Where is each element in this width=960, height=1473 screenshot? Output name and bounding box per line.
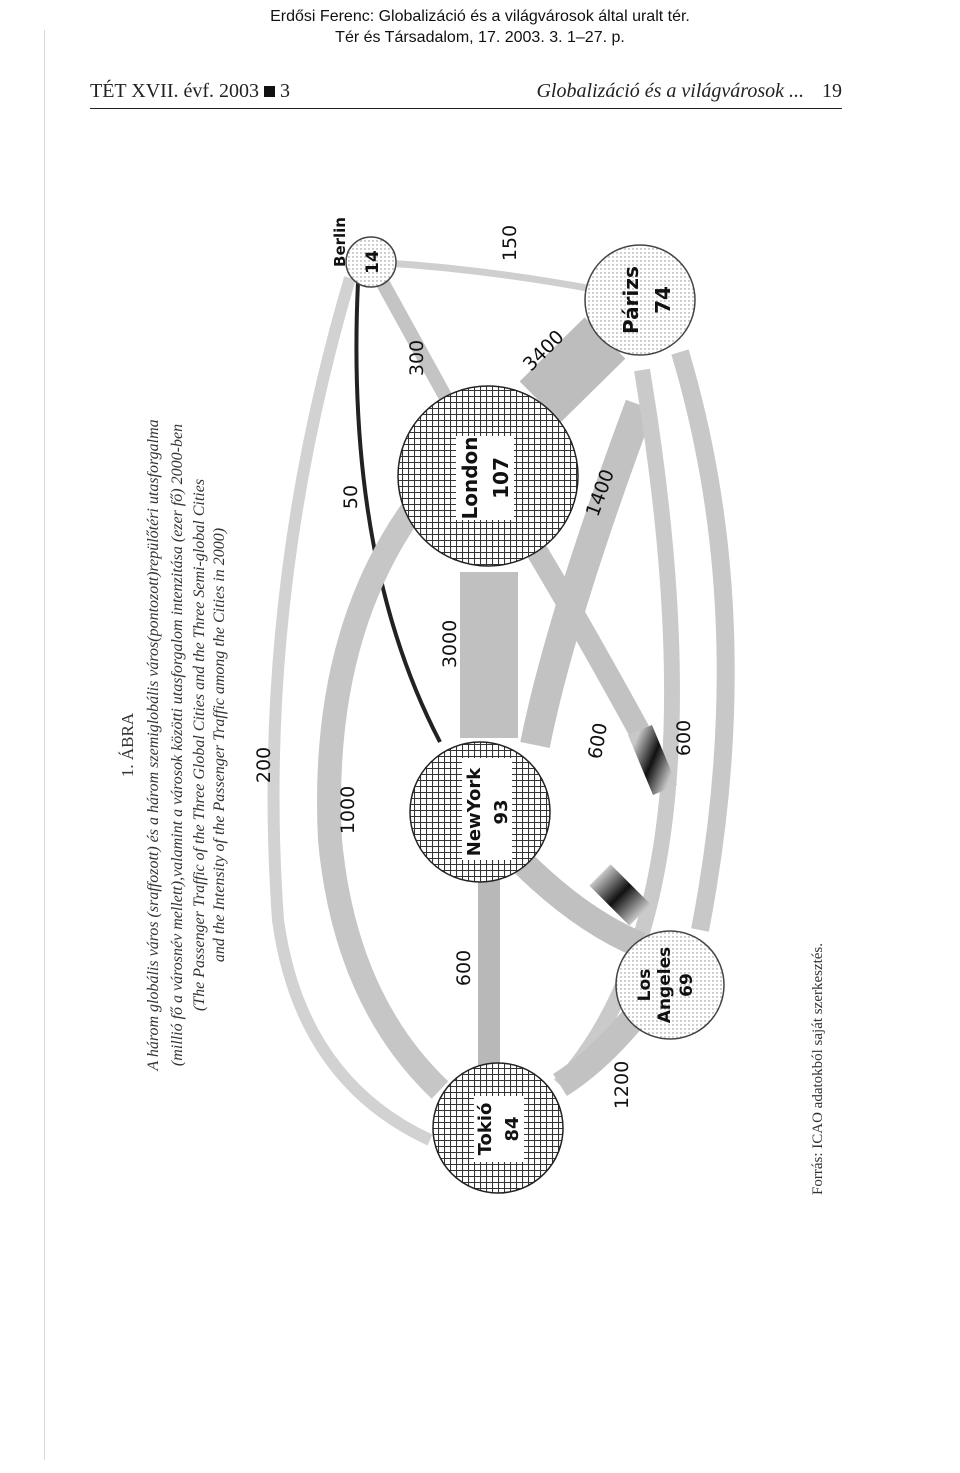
- label-berlin-parizs: 150: [499, 224, 521, 262]
- tokio-value: 84: [502, 1116, 523, 1142]
- newyork-name: NewYork: [464, 767, 485, 857]
- label-london-losangeles: 600: [584, 721, 613, 761]
- label-parizs-newyork: 1400: [581, 466, 619, 520]
- parizs-name: Párizs: [619, 266, 643, 334]
- figure-label: 1. ÁBRA: [118, 712, 137, 778]
- flow-berlin-parizs: [370, 262, 598, 290]
- running-title: Globalizáció és a világvárosok ...: [536, 80, 804, 102]
- flow-dark-overlap: [600, 875, 640, 915]
- page-number: 19: [822, 80, 842, 102]
- figure-source: Forrás: ICAO adatokból saját szerkesztés.: [810, 942, 826, 1195]
- citation-line-2: Tér és Társadalom, 17. 2003. 3. 1–27. p.: [335, 29, 625, 46]
- city-london: [398, 386, 578, 566]
- city-berlin: [331, 217, 396, 287]
- figure-caption: [118, 419, 228, 1071]
- tokio-name: Tokió: [475, 1102, 496, 1156]
- caption-en-line-1: (The Passenger Traffic of the Three Global Cities and the Three Semi-global Cities: [191, 478, 208, 1012]
- berlin-value: 14: [363, 250, 383, 274]
- losangeles-value: 69: [677, 973, 697, 997]
- flow-berlin-tokio: [274, 278, 430, 1140]
- citation-line-1: Erdősi Ferenc: Globalizáció és a világvárosok által uralt tér.: [270, 8, 690, 25]
- flow-dark-overlap-2: [640, 730, 665, 790]
- label-london-tokio: 1000: [337, 785, 359, 835]
- label-parizs-losangeles: 600: [673, 719, 695, 757]
- berlin-name: Berlin: [331, 217, 349, 267]
- newyork-value: 93: [491, 799, 512, 825]
- label-newyork-tokio: 600: [453, 949, 475, 987]
- caption-en-line-2: and the Intensity of the Passenger Traffic among the Cities in 2000): [211, 527, 228, 963]
- flow-parizs-losangeles: [680, 352, 726, 930]
- london-name: London: [458, 436, 482, 520]
- issue-number: 3: [280, 80, 291, 102]
- parizs-value: 74: [651, 286, 675, 314]
- flow-newyork-tokio: [478, 880, 500, 1080]
- label-london-parizs: 3400: [518, 325, 569, 376]
- losangeles-name-2: Angeles: [655, 946, 675, 1024]
- label-berlin-newyork: 50: [340, 484, 362, 510]
- city-tokio: [433, 1063, 563, 1193]
- journal-name: TÉT XVII. évf. 2003: [90, 80, 260, 102]
- losangeles-name-1: Los: [635, 968, 655, 1002]
- london-value: 107: [489, 457, 513, 499]
- label-berlin-tokio: 200: [253, 746, 275, 784]
- label-tokio-losangeles: 1200: [611, 1060, 633, 1110]
- city-newyork: [410, 742, 550, 882]
- label-berlin-london: 300: [406, 339, 428, 377]
- caption-hu-line-2: (millió fő a városnév mellett),valamint a városok közötti utasforgalom intenzitása (ezer fő) 2000-ben: [169, 423, 186, 1067]
- city-losangeles: [616, 931, 724, 1039]
- label-london-newyork: 3000: [439, 619, 461, 669]
- caption-hu-line-1: A három globális város (sraffozott) és a három szemiglobális város(pontozott)repülőtéri utasforgalma: [145, 419, 162, 1071]
- city-parizs: [585, 245, 695, 355]
- flow-london-newyork: [460, 572, 518, 738]
